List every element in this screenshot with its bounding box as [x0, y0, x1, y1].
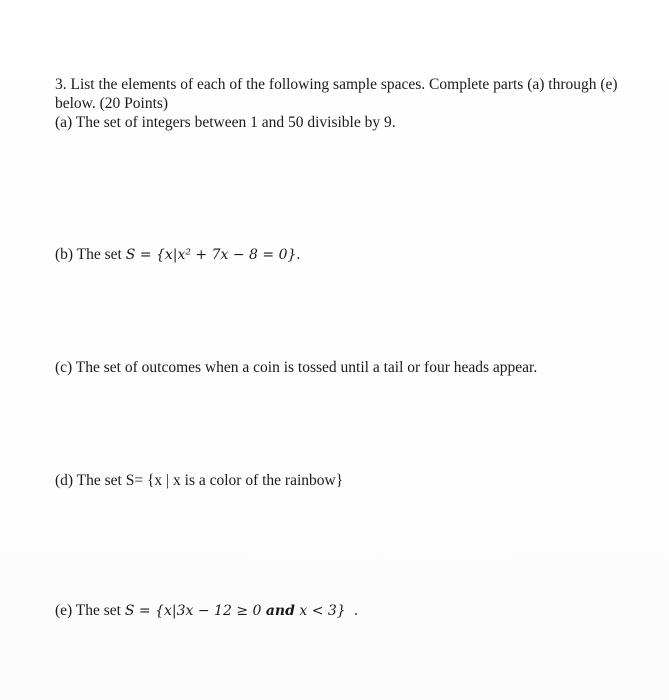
part-e-prefix: (e) The set	[55, 602, 125, 619]
part-b-prefix: (b) The set	[55, 246, 126, 263]
part-d-text: (d) The set S= {x | x is a color of the rainbow}	[55, 472, 344, 489]
part-e-set-expression-right: x < 3}	[294, 603, 351, 619]
question-intro-line-1: 3. List the elements of each of the following sample spaces. Complete parts (a) through (e)	[55, 76, 618, 93]
part-a-text: (a) The set of integers between 1 and 50 divisible by 9.	[55, 114, 396, 131]
part-e-set-expression-left: S = {x|3x − 12 ≥ 0	[124, 603, 266, 619]
part-e-text	[55, 602, 358, 620]
part-c-text: (c) The set of outcomes when a coin is tossed until a tail or four heads appear.	[55, 359, 538, 376]
part-b-suffix: .	[296, 246, 301, 263]
part-b-text	[55, 246, 300, 264]
part-e-suffix: .	[354, 602, 359, 619]
part-b-set-expression: S = {x|x² + 7x − 8 = 0}	[125, 247, 297, 263]
question-intro-line-2: below. (20 Points)	[55, 95, 169, 112]
part-e-and-word: and	[265, 603, 295, 619]
